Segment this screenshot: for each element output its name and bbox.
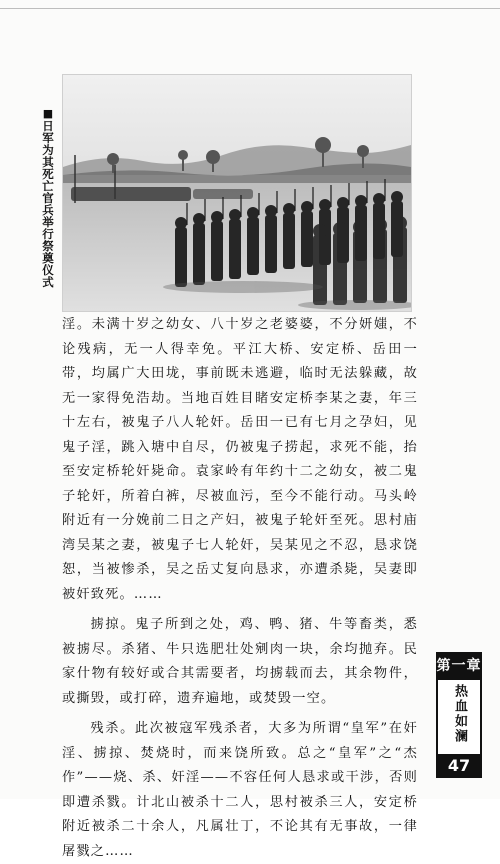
chapter-label: 第一章 — [436, 652, 482, 680]
paragraph-plunder-text: 掳掠。鬼子所到之处，鸡、鸭、猪、牛等畜类，悉被掳尽。杀猪、牛只选肥壮处剜肉一块，余均抛弃。民家什物有较好或合其需要者，均掳载而去，其余物件，或撕毁，或打碎，遗弃遍地，或焚毁一空。 — [62, 617, 418, 706]
photo-caption — [38, 108, 58, 288]
paragraph-plunder — [62, 613, 418, 711]
top-rule — [0, 8, 500, 9]
article-body — [62, 313, 418, 864]
photo-illustration — [63, 75, 411, 311]
paragraph-massacre — [62, 717, 418, 864]
caption-bullet: ■ — [42, 107, 54, 120]
page-number: 47 — [436, 754, 482, 778]
historical-photo — [62, 74, 412, 312]
paragraph-massacre-text: 残杀。此次被寇军残杀者，大多为所谓“皇军”在奸淫、掳掠、焚烧时，而来饶所致。总之“皇军”之“杰作”——烧、杀、奸淫——不容任何人恳求或干涉，否则即遭杀戮。计北山被杀十二人，思村被杀三人，安定桥附近被杀二十余人，凡属壮丁，不论其有无事故，一律屠戮之…… — [62, 721, 418, 859]
chapter-title: 热血如澜 — [452, 684, 467, 744]
paragraph-rape: 淫。未满十岁之幼女、八十岁之老婆婆，不分妍媸，不论残病，无一人得幸免。平江大桥、安定桥、岳田一带，均属广大田垅，事前既未逃避，临时无法躲藏，故无一家得免浩劫。当地百姓目睹安定桥李某之妻，年三十左右，被鬼子八人轮奸。岳田一已有七月之孕妇，见鬼子淫，跳入塘中自尽，仍被鬼子捞起，求死不能，抬至安定桥轮奸毙命。袁家岭有年约十二之幼女，被二鬼子轮奸，所着白裤，尽被血污，至今不能行动。马头岭附近有一分娩前二日之产妇，被鬼子轮奸至死。思村庙湾吴某之妻，被鬼子七人轮奸，吴某见之不忍，恳求饶恕，当被惨杀，吴之岳丈复向恳求，亦遭杀毙，吴妻即被奸致死。…… — [62, 317, 418, 602]
caption-text: 日军为其死亡官兵举行祭奠仪式 — [41, 120, 55, 288]
